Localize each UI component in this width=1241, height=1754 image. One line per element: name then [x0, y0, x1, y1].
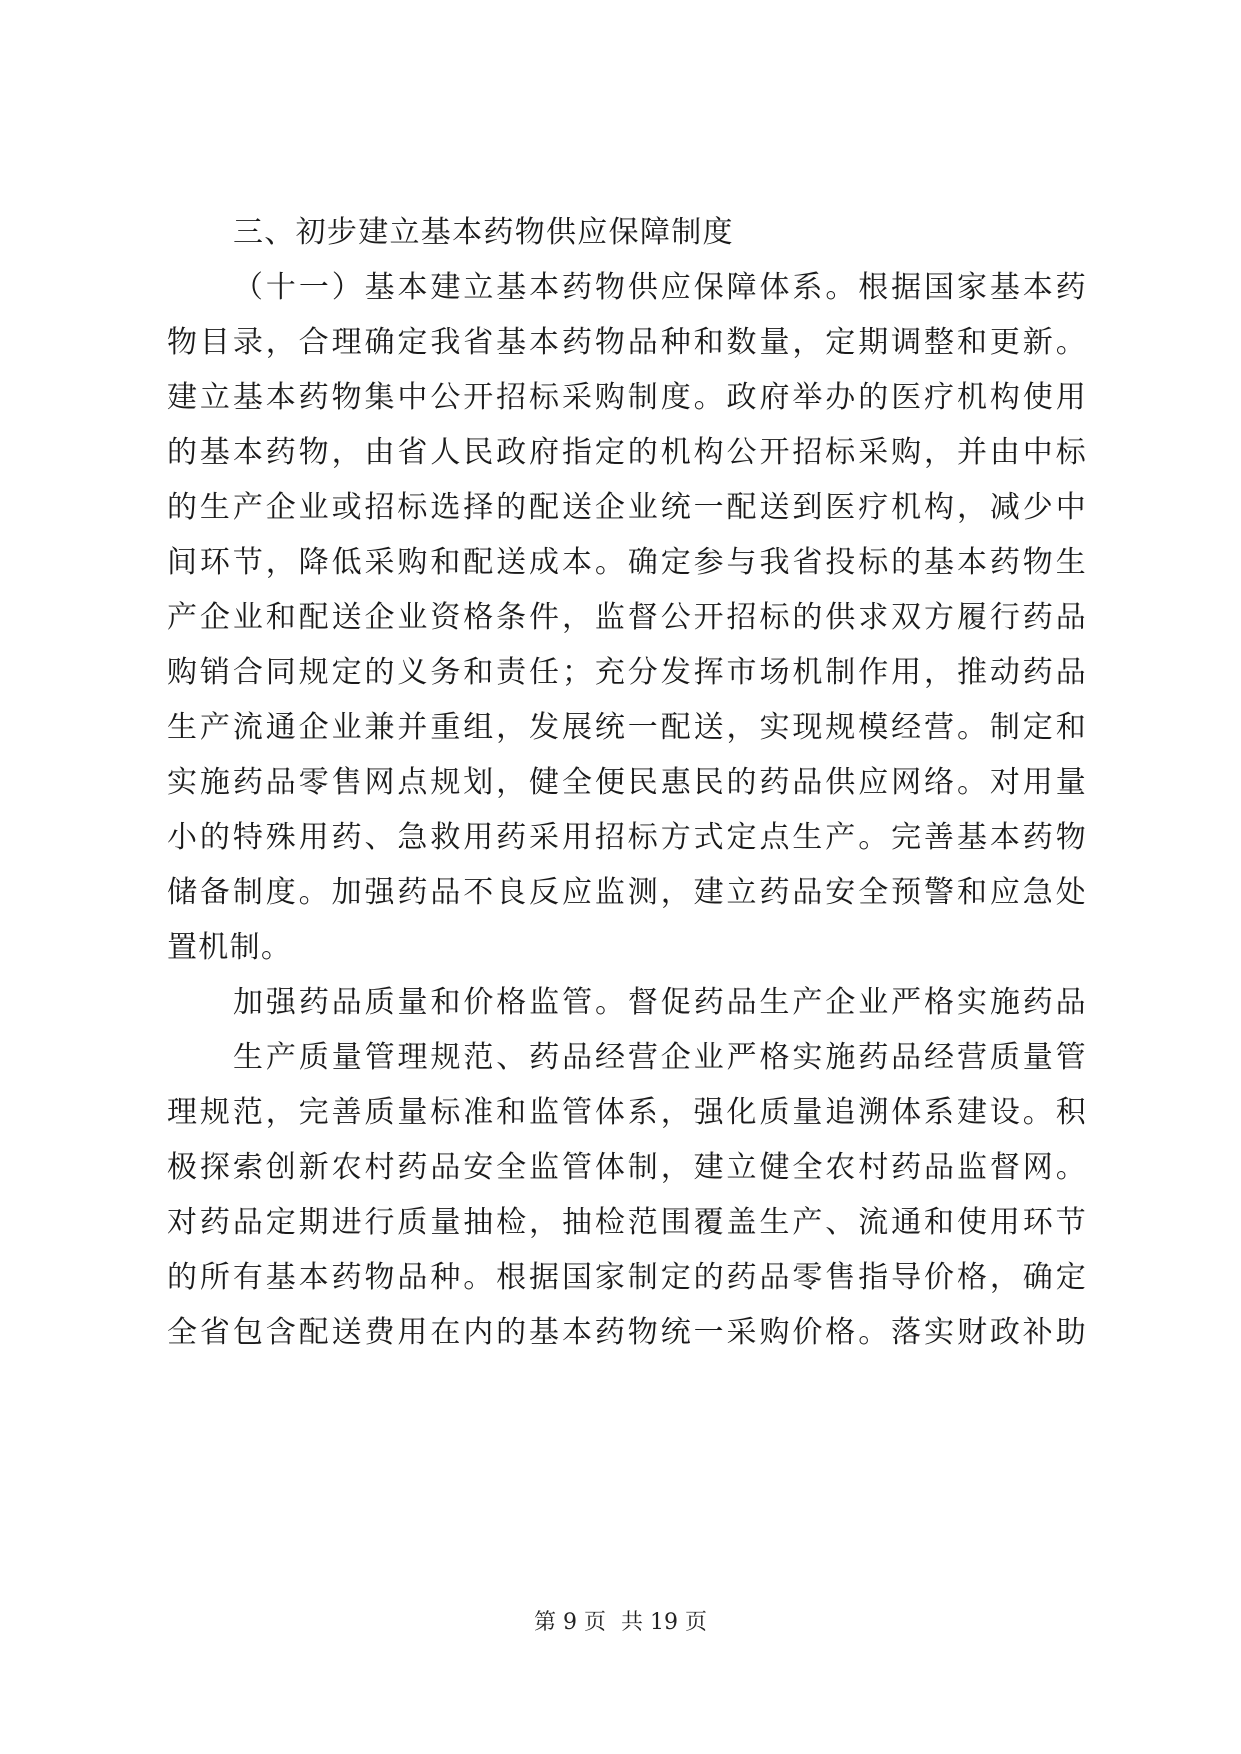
paragraph-1-line-7: 产企业和配送企业资格条件，监督公开招标的供求双方履行药品 [167, 600, 1087, 635]
paragraph-1-line-1: （十一）基本建立基本药物供应保障体系。根据国家基本药 [233, 270, 1087, 305]
paragraph-3-line-6: 全省包含配送费用在内的基本药物统一采购价格。落实财政补助 [167, 1315, 1087, 1350]
paragraph-3-line-4: 对药品定期进行质量抽检，抽检范围覆盖生产、流通和使用环节 [167, 1205, 1087, 1240]
paragraph-1-line-5: 的生产企业或招标选择的配送企业统一配送到医疗机构，减少中 [167, 490, 1087, 525]
paragraph-3-line-3: 极探索创新农村药品安全监管体制，建立健全农村药品监督网。 [167, 1150, 1087, 1185]
paragraph-1-line-3: 建立基本药物集中公开招标采购制度。政府举办的医疗机构使用 [167, 380, 1087, 415]
paragraph-1-line-9: 生产流通企业兼并重组，发展统一配送，实现规模经营。制定和 [167, 710, 1087, 745]
paragraph-1-line-12: 储备制度。加强药品不良反应监测，建立药品安全预警和应急处 [167, 875, 1087, 910]
page-number: 第 9 页 [534, 1610, 606, 1635]
paragraph-1-line-11: 小的特殊用药、急救用药采用招标方式定点生产。完善基本药物 [167, 820, 1087, 855]
paragraph-3-line-5: 的所有基本药物品种。根据国家制定的药品零售指导价格，确定 [167, 1260, 1087, 1295]
paragraph-1-line-2: 物目录，合理确定我省基本药物品种和数量，定期调整和更新。 [167, 325, 1087, 360]
paragraph-1-line-6: 间环节，降低采购和配送成本。确定参与我省投标的基本药物生 [167, 545, 1087, 580]
section-heading: 三、初步建立基本药物供应保障制度 [233, 215, 734, 250]
page-footer [0, 1608, 1241, 1638]
paragraph-3-line-1: 生产质量管理规范、药品经营企业严格实施药品经营质量管 [233, 1040, 1087, 1075]
paragraph-2: 加强药品质量和价格监管。督促药品生产企业严格实施药品 [233, 985, 1087, 1020]
paragraph-1-line-8: 购销合同规定的义务和责任；充分发挥市场机制作用，推动药品 [167, 655, 1087, 690]
paragraph-1-line-4: 的基本药物，由省人民政府指定的机构公开招标采购，并由中标 [167, 435, 1087, 470]
paragraph-3-line-2: 理规范，完善质量标准和监管体系，强化质量追溯体系建设。积 [167, 1095, 1087, 1130]
paragraph-1-line-10: 实施药品零售网点规划，健全便民惠民的药品供应网络。对用量 [167, 765, 1087, 800]
paragraph-1-line-13: 置机制。 [167, 930, 293, 965]
total-pages: 共 19 页 [621, 1610, 707, 1635]
